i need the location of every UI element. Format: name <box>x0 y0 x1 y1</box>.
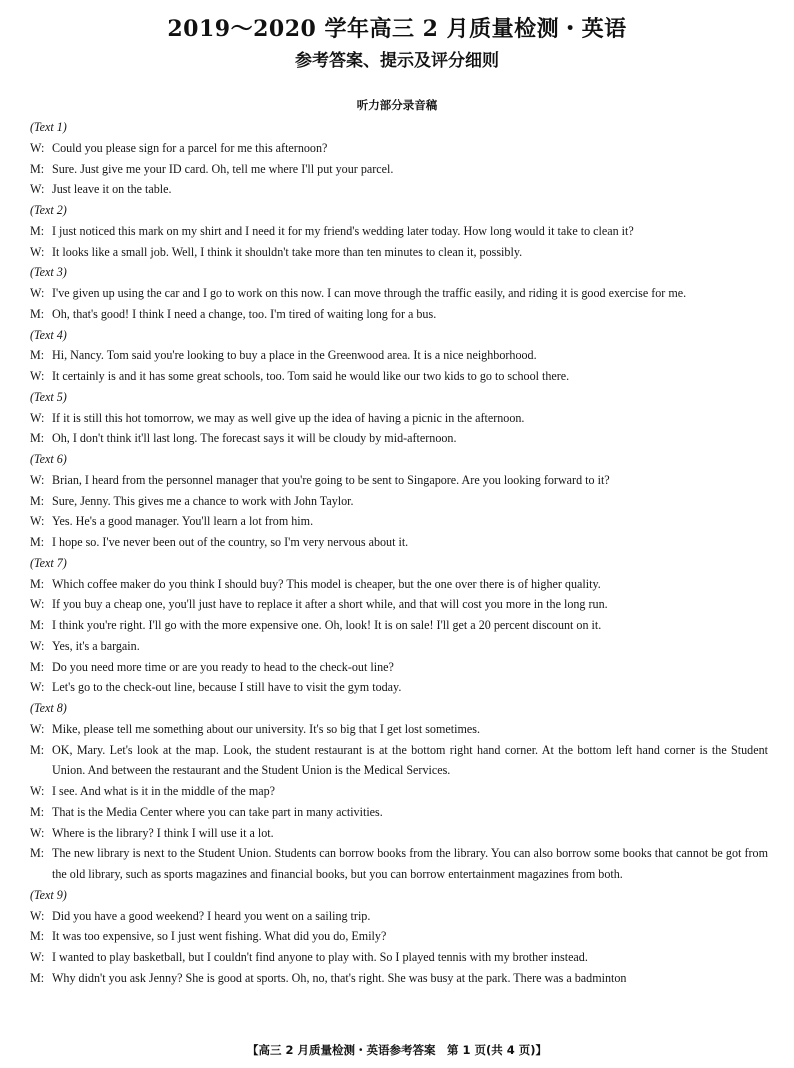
dialogue-text: Yes, it's a bargain. <box>52 638 140 653</box>
speaker-label: W: <box>30 680 45 695</box>
speaker-label: W: <box>30 638 45 653</box>
dialogue-line <box>30 159 768 180</box>
speaker-label: M: <box>30 161 45 176</box>
speaker-label: W: <box>30 784 45 798</box>
dialogue-line <box>30 428 768 449</box>
dialogue-text: Why didn't you ask Jenny? She is good at sports. Oh, no, that's right. She was busy at the park. There was a badminton <box>52 970 627 985</box>
dialogue-text: Oh, I don't think it'll last long. The forecast says it will be cloudy by mid-afternoon. <box>52 431 457 446</box>
dialogue-line <box>30 242 768 263</box>
dialogue-text: Just leave it on the table. <box>52 182 172 197</box>
text-label: (Text 2) <box>30 203 67 217</box>
text-label: (Text 7) <box>30 555 67 570</box>
speaker-label: M: <box>30 804 45 819</box>
dialogue-text: Did you have a good weekend? I heard you went on a sailing trip. <box>52 908 371 923</box>
dialogue-text: I think you're right. I'll go with the more expensive one. Oh, look! It is on sale! I'll get a 20 percent discount on it. <box>52 618 602 632</box>
speaker-label: M: <box>30 535 45 549</box>
speaker-label: W: <box>30 597 45 612</box>
text-label: (Text 8) <box>30 701 67 715</box>
dialogue-text: Sure, Jenny. This gives me a chance to work with John Taylor. <box>52 493 354 508</box>
dialogue-line <box>30 657 768 678</box>
speaker-label: W: <box>30 140 45 155</box>
dialogue-line <box>30 491 768 512</box>
speaker-label: M: <box>30 223 45 238</box>
dialogue-text: Hi, Nancy. Tom said you're looking to buy a place in the Greenwood area. It is a nice neighborhood. <box>52 348 537 363</box>
speaker-label: W: <box>30 721 45 736</box>
speaker-label: M: <box>30 846 45 861</box>
speaker-label: M: <box>30 431 45 446</box>
dialogue-line <box>30 843 768 885</box>
speaker-label: M: <box>30 929 45 944</box>
speaker-label: M: <box>30 306 45 321</box>
document-title: 2019～2020 学年高三 2 月质量检测・英语 <box>167 16 627 42</box>
section-title: 听力部分录音稿 <box>356 98 438 112</box>
dialogue-text: Which coffee maker do you think I should buy? This model is cheaper, but the one over there is of higher quality. <box>52 576 601 591</box>
page-footer: 【高三 2 月质量检测・英语参考答案 第 1 页(共 4 页)】 <box>246 1043 548 1057</box>
dialogue-line <box>30 408 768 429</box>
dialogue-line <box>30 677 768 698</box>
dialogue-text: I hope so. I've never been out of the country, so I'm very nervous about it. <box>52 535 409 549</box>
dialogue-line <box>30 636 768 657</box>
speaker-label: M: <box>30 348 45 363</box>
dialogue-text: That is the Media Center where you can take part in many activities. <box>52 804 383 819</box>
speaker-label: W: <box>30 825 45 840</box>
speaker-label: M: <box>30 970 45 985</box>
dialogue-line <box>30 802 768 823</box>
speaker-label: W: <box>30 286 45 300</box>
dialogue-text: I see. And what is it in the middle of the map? <box>52 784 276 798</box>
dialogue-line <box>30 221 768 242</box>
transcript-body <box>30 117 768 989</box>
dialogue-line <box>30 740 768 782</box>
speaker-label: M: <box>30 659 45 674</box>
speaker-label: W: <box>30 244 45 259</box>
speaker-label: M: <box>30 576 45 591</box>
dialogue-text: It was too expensive, so I just went fishing. What did you do, Emily? <box>52 929 387 944</box>
dialogue-text: If it is still this hot tomorrow, we may as well give up the idea of having a picnic in the afternoon. <box>52 410 525 425</box>
dialogue-line <box>30 366 768 387</box>
dialogue-text: Could you please sign for a parcel for me this afternoon? <box>52 140 328 155</box>
dialogue-line <box>30 594 768 615</box>
dialogue-line <box>30 179 768 200</box>
dialogue-text: It certainly is and it has some great schools, too. Tom said he would like our two kids to go to school there. <box>52 369 570 383</box>
dialogue-line <box>30 532 768 553</box>
dialogue-text: Where is the library? I think I will use it a lot. <box>52 825 274 840</box>
dialogue-line <box>30 781 768 802</box>
text-label: (Text 6) <box>30 452 67 466</box>
dialogue-line <box>30 138 768 159</box>
text-label: (Text 5) <box>30 389 67 404</box>
dialogue-line <box>30 283 768 304</box>
dialogue-text: Do you need more time or are you ready to head to the check-out line? <box>52 659 394 674</box>
dialogue-line <box>30 511 768 532</box>
text-label: (Text 3) <box>30 265 67 280</box>
dialogue-text: It looks like a small job. Well, I think it shouldn't take more than ten minutes to clean it, possibly. <box>52 244 523 259</box>
dialogue-text: Oh, that's good! I think I need a change, too. I'm tired of waiting long for a bus. <box>52 306 437 321</box>
dialogue-line <box>30 304 768 325</box>
speaker-label: W: <box>30 908 45 923</box>
speaker-label: W: <box>30 514 45 529</box>
speaker-label: W: <box>30 182 45 197</box>
dialogue-line <box>30 926 768 947</box>
dialogue-text: The new library is next to the Student Union. Students can borrow books from the library. You can also borrow some books that cannot be got from the old library, such as sports magazines and financial books, but you can borrow entertainment magazines from both. <box>52 846 768 881</box>
dialogue-line <box>30 823 768 844</box>
text-label: (Text 1) <box>30 120 67 134</box>
dialogue-line <box>30 906 768 927</box>
dialogue-line <box>30 470 768 491</box>
speaker-label: M: <box>30 618 45 632</box>
dialogue-text: Mike, please tell me something about our university. It's so big that I get lost sometimes. <box>52 721 480 736</box>
dialogue-text: Sure. Just give me your ID card. Oh, tell me where I'll put your parcel. <box>52 161 394 176</box>
dialogue-text: Brian, I heard from the personnel manager that you're going to be sent to Singapore. Are you looking forward to it? <box>52 472 610 487</box>
dialogue-text: If you buy a cheap one, you'll just have to replace it after a short while, and that will cost you more in the long run. <box>52 597 608 612</box>
speaker-label: W: <box>30 950 45 964</box>
speaker-label: M: <box>30 493 45 508</box>
dialogue-line <box>30 345 768 366</box>
speaker-label: W: <box>30 369 45 383</box>
dialogue-line <box>30 968 768 989</box>
dialogue-line <box>30 615 768 636</box>
dialogue-text: I've given up using the car and I go to work on this now. I can move through the traffic easily, and riding it is good exercise for me. <box>52 286 687 300</box>
dialogue-line <box>30 574 768 595</box>
dialogue-line <box>30 719 768 740</box>
dialogue-text: Yes. He's a good manager. You'll learn a lot from him. <box>52 514 314 529</box>
dialogue-text: I just noticed this mark on my shirt and I need it for my friend's wedding later today. How long would it take to clean it? <box>52 223 634 238</box>
speaker-label: M: <box>30 742 45 757</box>
dialogue-text: Let's go to the check-out line, because I still have to visit the gym today. <box>52 680 402 695</box>
dialogue-text: OK, Mary. Let's look at the map. Look, the student restaurant is at the bottom right hand corner. At the bottom left hand corner is the Student Union. And between the restaurant and the Student Union is the Medical Services. <box>52 742 768 778</box>
document-subtitle: 参考答案、提示及评分细则 <box>295 51 499 71</box>
dialogue-line <box>30 947 768 968</box>
dialogue-text: I wanted to play basketball, but I couldn't find anyone to play with. So I played tennis with my brother instead. <box>52 950 588 964</box>
speaker-label: W: <box>30 472 45 487</box>
text-label: (Text 4) <box>30 327 67 342</box>
speaker-label: W: <box>30 410 45 425</box>
text-label: (Text 9) <box>30 887 67 902</box>
